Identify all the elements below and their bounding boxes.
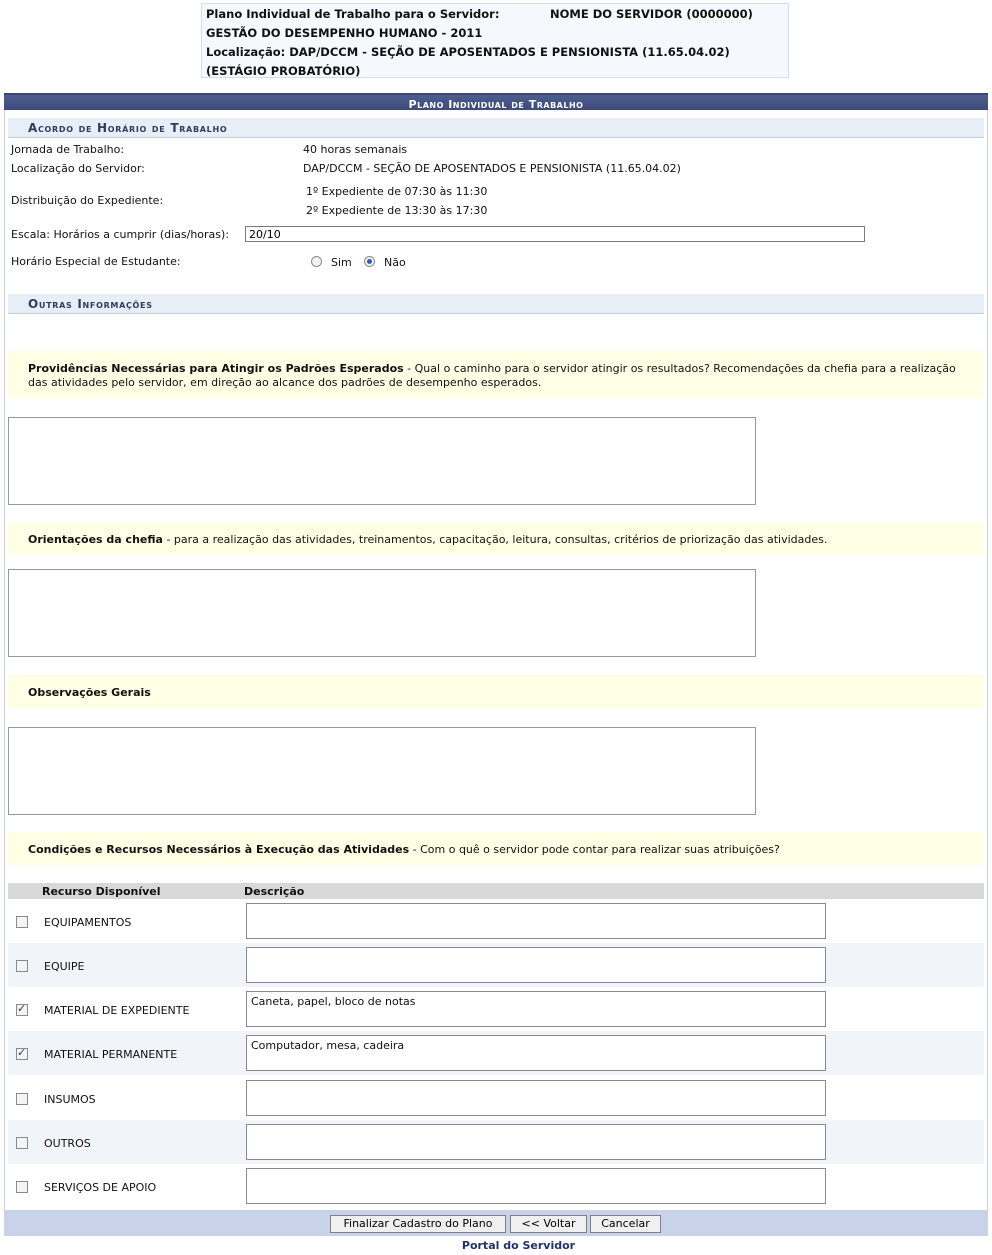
resource-row-equipe: [8, 943, 984, 987]
orientacoes-textarea[interactable]: [8, 569, 756, 657]
estudante-sim-radio[interactable]: [311, 256, 322, 267]
condicoes-description: [8, 832, 984, 865]
resource-name: SERVIÇOS DE APOIO: [44, 1181, 157, 1194]
resource-name: MATERIAL PERMANENTE: [44, 1048, 178, 1061]
observacoes-title: Observações Gerais: [28, 686, 151, 699]
providencias-text: - Qual o caminho para o servidor atingir os resultados? Recomendações da chefia para a realização das atividades pelo servidor, em direção ao alcance dos padrões de desempenho esperados.: [28, 362, 956, 389]
col-recurso-header: Recurso Disponível: [42, 885, 161, 898]
orientacoes-text: - para a realização das atividades, treinamentos, capacitação, leitura, consultas, critérios de priorização das atividades.: [162, 533, 828, 546]
providencias-textarea[interactable]: [8, 417, 756, 505]
server-name: NOME DO SERVIDOR (0000000): [550, 7, 753, 21]
escala-label: Escala: Horários a cumprir (dias/horas):: [11, 228, 230, 241]
estudante-label: Horário Especial de Estudante:: [11, 255, 181, 268]
cancelar-button[interactable]: Cancelar: [590, 1215, 661, 1233]
escala-input[interactable]: [245, 226, 865, 242]
expediente-1: 1º Expediente de 07:30 às 11:30: [306, 185, 488, 198]
orientacoes-title: Orientações da chefia: [28, 533, 163, 546]
resource-checkbox[interactable]: [16, 1093, 28, 1105]
resource-description-input[interactable]: [246, 1168, 826, 1204]
localizacao-line: Localização: DAP/DCCM - SEÇÃO DE APOSENTADOS E PENSIONISTA (11.65.04.02): [206, 45, 730, 59]
orientacoes-description: [8, 522, 984, 555]
estudante-nao-radio[interactable]: [364, 256, 375, 267]
gestao-title: GESTÃO DO DESEMPENHO HUMANO - 2011: [206, 26, 483, 40]
resource-description-input[interactable]: Computador, mesa, cadeira: [246, 1035, 826, 1071]
estudante-sim-label: Sim: [331, 256, 352, 269]
resource-checkbox[interactable]: [16, 1048, 28, 1060]
section-outras-title: Outras Informações: [8, 294, 984, 314]
resource-checkbox[interactable]: [16, 1004, 28, 1016]
resource-checkbox[interactable]: [16, 960, 28, 972]
resource-row-material-expediente: [8, 987, 984, 1031]
col-descricao-header: Descrição: [244, 885, 305, 898]
resource-name: EQUIPAMENTOS: [44, 916, 132, 929]
resource-description-input[interactable]: [246, 1080, 826, 1116]
voltar-button[interactable]: << Voltar: [510, 1215, 587, 1233]
resource-row-material-permanente: [8, 1031, 984, 1075]
resource-name: INSUMOS: [44, 1093, 96, 1106]
resource-row-servicos-apoio: [8, 1164, 984, 1208]
resource-row-equipamentos: [8, 899, 984, 943]
distribuicao-label: Distribuição do Expediente:: [11, 194, 164, 207]
resource-checkbox[interactable]: [16, 916, 28, 928]
jornada-label: Jornada de Trabalho:: [11, 143, 125, 156]
resource-checkbox[interactable]: [16, 1181, 28, 1193]
jornada-value: 40 horas semanais: [303, 143, 408, 156]
resources-table-header: [8, 883, 984, 899]
resource-checkbox[interactable]: [16, 1137, 28, 1149]
panel-caption: Plano Individual de Trabalho: [4, 93, 988, 110]
estagio-line: (ESTÁGIO PROBATÓRIO): [206, 64, 361, 78]
resource-description-input[interactable]: Caneta, papel, bloco de notas: [246, 991, 826, 1027]
observacoes-textarea[interactable]: [8, 727, 756, 815]
estudante-nao-label: Não: [384, 256, 406, 269]
resource-name: OUTROS: [44, 1137, 91, 1150]
section-acordo-title: Acordo de Horário de Trabalho: [8, 118, 984, 138]
resource-description-input[interactable]: [246, 903, 826, 939]
condicoes-title: Condições e Recursos Necessários à Execução das Atividades: [28, 843, 410, 856]
providencias-title: Providências Necessárias para Atingir os Padrões Esperados: [28, 362, 404, 375]
resource-row-outros: [8, 1120, 984, 1164]
resource-description-input[interactable]: [246, 1124, 826, 1160]
resource-name: EQUIPE: [44, 960, 85, 973]
localizacao-value: DAP/DCCM - SEÇÃO DE APOSENTADOS E PENSIONISTA (11.65.04.02): [303, 162, 681, 175]
localizacao-label: Localização do Servidor:: [11, 162, 145, 175]
resource-description-input[interactable]: [246, 947, 826, 983]
observacoes-description: [8, 675, 984, 708]
condicoes-text: - Com o quê o servidor pode contar para realizar suas atribuições?: [409, 843, 780, 856]
finalizar-button[interactable]: Finalizar Cadastro do Plano: [330, 1215, 506, 1233]
resource-row-insumos: [8, 1076, 984, 1120]
expediente-2: 2º Expediente de 13:30 às 17:30: [306, 204, 488, 217]
portal-link[interactable]: Portal do Servidor: [461, 1239, 576, 1252]
server-info-box: [201, 3, 789, 78]
plan-label: Plano Individual de Trabalho para o Servidor:: [206, 7, 500, 21]
providencias-description: [8, 351, 984, 398]
resource-name: MATERIAL DE EXPEDIENTE: [44, 1004, 190, 1017]
